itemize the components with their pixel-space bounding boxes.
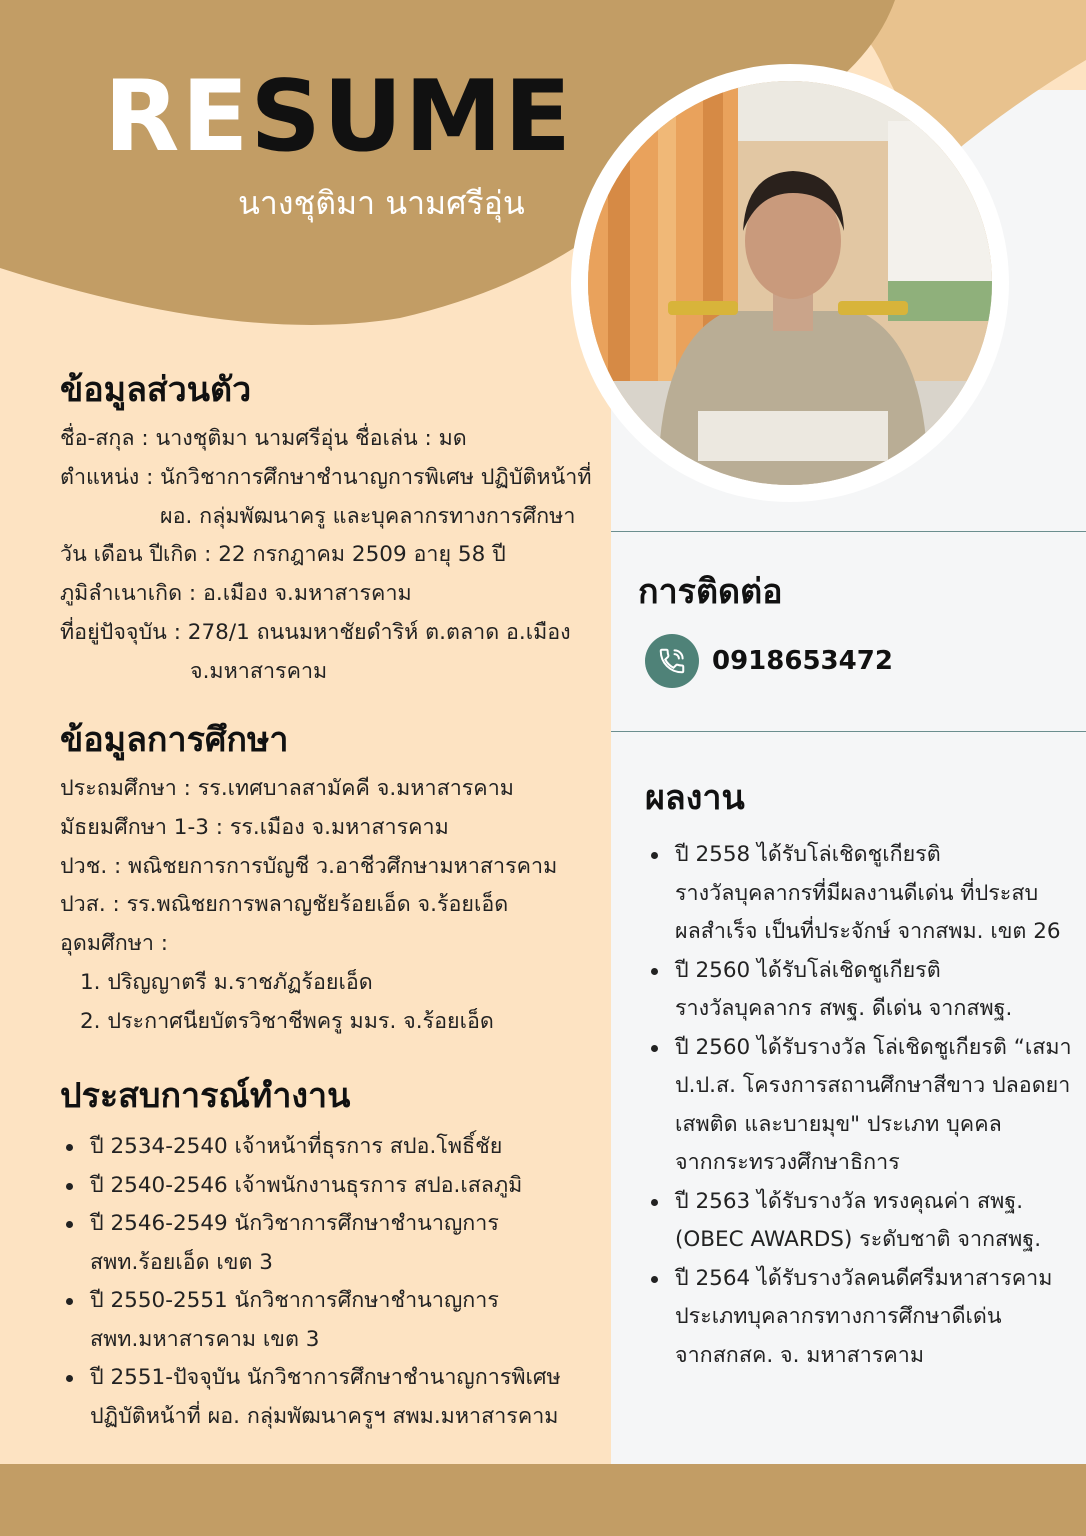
higher-education-label: อุดมศึกษา : <box>60 931 169 957</box>
phone-icon <box>645 634 699 688</box>
contact-heading: การติดต่อ <box>638 572 783 612</box>
title-part-re: RE <box>104 60 251 174</box>
list-item: ปี 2560 ได้รับรางวัล โล่เชิดชูเกียรติ “เสมา ป.ป.ส. โครงการสถานศึกษาสีขาว ปลอดยา เสพติด และบายมุข" ประเภท บุคคล จากกระทรวงศึกษาธิการ <box>645 1029 1072 1183</box>
higher-education-list <box>60 964 557 1042</box>
high-vocational-education: ปวส. : รร.พณิชยการพลาญชัยร้อยเอ็ด จ.ร้อยเอ็ด <box>60 892 509 918</box>
list-item: ปี 2551-ปัจจุบัน นักวิชาการศึกษาชำนาญการพิเศษ ปฏิบัติหน้าที่ ผอ. กลุ่มพัฒนาครูฯ สพม.มหาสารคาม <box>60 1359 561 1436</box>
experience-heading: ประสบการณ์ทำงาน <box>60 1076 351 1116</box>
list-item: ปี 2563 ได้รับรางวัล ทรงคุณค่า สพฐ. (OBEC AWARDS) ระดับชาติ จากสพฐ. <box>645 1183 1072 1260</box>
secondary-education: มัธยมศึกษา 1-3 : รร.เมือง จ.มหาสารคาม <box>60 814 449 840</box>
address-line: ที่อยู่ปัจจุบัน : 278/1 ถนนมหาชัยดำริห์ ต.ตลาด อ.เมือง <box>60 619 571 645</box>
phone-number: 0918653472 <box>712 646 893 676</box>
birth-line: วัน เดือน ปีเกิด : 22 กรกฎาคม 2509 อายุ 58 ปี <box>60 542 506 568</box>
person-name: นางชุติมา นามศรีอุ่น <box>238 184 525 222</box>
hometown-line: ภูมิลำเนาเกิด : อ.เมือง จ.มหาสารคาม <box>60 581 412 607</box>
profile-photo <box>588 81 992 485</box>
achievements-list <box>645 836 1072 1375</box>
personal-info <box>60 420 592 692</box>
education-heading: ข้อมูลการศึกษา <box>60 720 289 760</box>
contact-top-divider <box>611 531 1086 532</box>
name-line: ชื่อ-สกุล : นางชุติมา นามศรีอุ่น ชื่อเล่น : มด <box>60 426 467 451</box>
list-item: ปี 2534-2540 เจ้าหน้าที่ธุรการ สปอ.โพธิ์ชัย <box>60 1128 561 1167</box>
primary-education: ประถมศึกษา : รร.เทศบาลสามัคคี จ.มหาสารคาม <box>60 776 514 801</box>
contact-bottom-divider <box>611 731 1086 732</box>
position-line: ตำแหน่ง : นักวิชาการศึกษาชำนาญการพิเศษ ปฏิบัติหน้าที่ <box>60 464 592 490</box>
personal-heading: ข้อมูลส่วนตัว <box>60 370 252 410</box>
list-item: ปี 2540-2546 เจ้าพนักงานธุรการ สปอ.เสลภูมิ <box>60 1167 561 1206</box>
experience-list <box>60 1128 561 1436</box>
list-item: 2. ประกาศนียบัตรวิชาชีพครู มมร. จ.ร้อยเอ็ด <box>80 1008 494 1034</box>
position-line-continued: ผอ. กลุ่มพัฒนาครู และบุคลากรทางการศึกษา <box>160 503 576 529</box>
achievements-heading: ผลงาน <box>645 778 745 818</box>
resume-title <box>104 60 574 174</box>
list-item: 1. ปริญญาตรี ม.ราชภัฏร้อยเอ็ด <box>80 969 373 995</box>
title-part-sume: SUME <box>250 60 574 174</box>
footer-bar <box>0 1464 1086 1536</box>
list-item: ปี 2560 ได้รับโล่เชิดชูเกียรติ รางวัลบุคลากร สพฐ. ดีเด่น จากสพฐ. <box>645 952 1072 1029</box>
address-line-continued: จ.มหาสารคาม <box>190 658 328 684</box>
list-item: ปี 2564 ได้รับรางวัลคนดีศรีมหาสารคาม ประเภทบุคลากรทางการศึกษาดีเด่น จากสกสค. จ. มหาสารคาม <box>645 1260 1072 1376</box>
vocational-education: ปวช. : พณิชยการการบัญชี ว.อาชีวศึกษามหาสารคาม <box>60 853 558 879</box>
education-info <box>60 770 557 1042</box>
list-item: ปี 2558 ได้รับโล่เชิดชูเกียรติ รางวัลบุคลากรที่มีผลงานดีเด่น ที่ประสบ ผลสำเร็จ เป็นที่ประจักษ์ จากสพม. เขต 26 <box>645 836 1072 952</box>
list-item: ปี 2550-2551 นักวิชาการศึกษาชำนาญการ สพท.มหาสารคาม เขต 3 <box>60 1282 561 1359</box>
list-item: ปี 2546-2549 นักวิชาการศึกษาชำนาญการ สพท.ร้อยเอ็ด เขต 3 <box>60 1205 561 1282</box>
